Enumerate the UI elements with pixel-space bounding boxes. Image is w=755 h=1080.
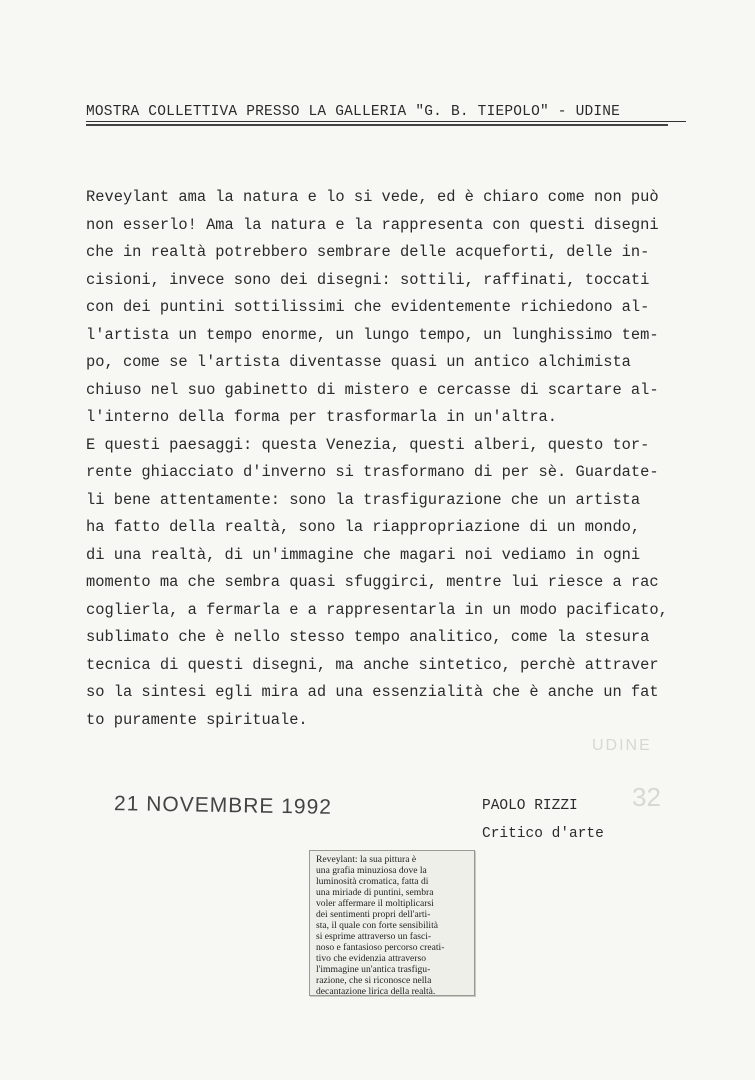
body-line: po, come se l'artista diventasse quasi un antico alchimista bbox=[86, 353, 631, 371]
pencil-note-city: UDINE bbox=[592, 737, 652, 754]
clipping-line: Reveylant: la sua pittura è bbox=[316, 854, 417, 865]
document-title bbox=[86, 104, 686, 128]
author-role: Critico d'arte bbox=[482, 826, 604, 842]
body-line: chiuso nel suo gabinetto di mistero e cercasse di scartare al- bbox=[86, 380, 659, 399]
body-line: tecnica di questi disegni, ma anche sintetico, perchè attraver bbox=[86, 655, 659, 674]
body-line: l'interno della forma per trasformarla in un'altra. bbox=[86, 408, 558, 426]
body-line: coglierla, a fermarla e a rappresentarla in un modo pacificato, bbox=[86, 600, 668, 619]
clipping-line: voler affermare il moltiplicarsi bbox=[316, 898, 434, 909]
author-block bbox=[482, 792, 604, 848]
title-text: MOSTRA COLLETTIVA PRESSO LA GALLERIA "G. B. TIEPOLO" - UDINE bbox=[86, 104, 686, 122]
clipping-line: una miriade di puntini, sembra bbox=[316, 887, 434, 898]
body-line: di una realtà, di un'immagine che magari noi vediamo in ogni bbox=[86, 545, 641, 564]
body-line: li bene attentamente: sono la trasfigurazione che un artista bbox=[86, 490, 641, 509]
body-text bbox=[86, 184, 696, 734]
title-double-underline bbox=[86, 124, 668, 128]
clipping-line: sta, il quale con forte sensibilità bbox=[316, 920, 439, 931]
body-line: momento ma che sembra quasi sfuggirci, mentre lui riesce a rac bbox=[86, 573, 659, 591]
body-line: che in realtà potrebbero sembrare delle acqueforti, delle in- bbox=[86, 243, 650, 261]
body-line: E questi paesaggi: questa Venezia, questi alberi, questo tor- bbox=[86, 435, 650, 454]
clipping-line: noso e fantasioso percorso creati- bbox=[316, 942, 445, 953]
clipping-line: tivo che evidenzia attraverso bbox=[316, 953, 427, 964]
body-line: non esserlo! Ama la natura e la rappresenta con questi disegni bbox=[86, 215, 659, 234]
body-line: l'artista un tempo enorme, un lungo tempo, un lunghissimo tem- bbox=[86, 325, 659, 344]
body-line: ha fatto della realtà, sono la riappropriazione di un mondo, bbox=[86, 518, 641, 536]
body-line: rente ghiacciato d'inverno si trasformano di per sè. Guardate- bbox=[86, 463, 659, 481]
clipping-line: luminosità cromatica, fatta di bbox=[316, 876, 429, 887]
body-line: sublimato che è nello stesso tempo analitico, come la stesura bbox=[86, 628, 650, 646]
clipping-line: decantazione lirica della realtà. bbox=[316, 986, 436, 997]
body-line: Reveylant ama la natura e lo si vede, ed è chiaro come non può bbox=[86, 188, 659, 206]
body-line: con dei puntini sottilissimi che evidentemente richiedono al- bbox=[86, 298, 650, 316]
body-line: cisioni, invece sono dei disegni: sottili, raffinati, toccati bbox=[86, 270, 650, 289]
author-name: PAOLO RIZZI bbox=[482, 798, 578, 814]
clipping-line: razione, che si riconosce nella bbox=[316, 975, 432, 986]
handwritten-date: 21 NOVEMBRE 1992 bbox=[113, 792, 333, 819]
clipping-line: dei sentimenti propri dell'arti- bbox=[316, 909, 431, 920]
clipping-line: una grafia minuziosa dove la bbox=[316, 865, 427, 876]
clipping-line: si esprime attraverso un fasci- bbox=[316, 931, 432, 942]
newspaper-clipping bbox=[309, 850, 475, 996]
body-line: so la sintesi egli mira ad una essenzialità che è anche un fat bbox=[86, 683, 659, 701]
pencil-note-number: 32 bbox=[632, 782, 661, 812]
body-line: to puramente spirituale. bbox=[86, 710, 308, 729]
clipping-line: l'immagine un'antica trasfigu- bbox=[316, 964, 431, 975]
